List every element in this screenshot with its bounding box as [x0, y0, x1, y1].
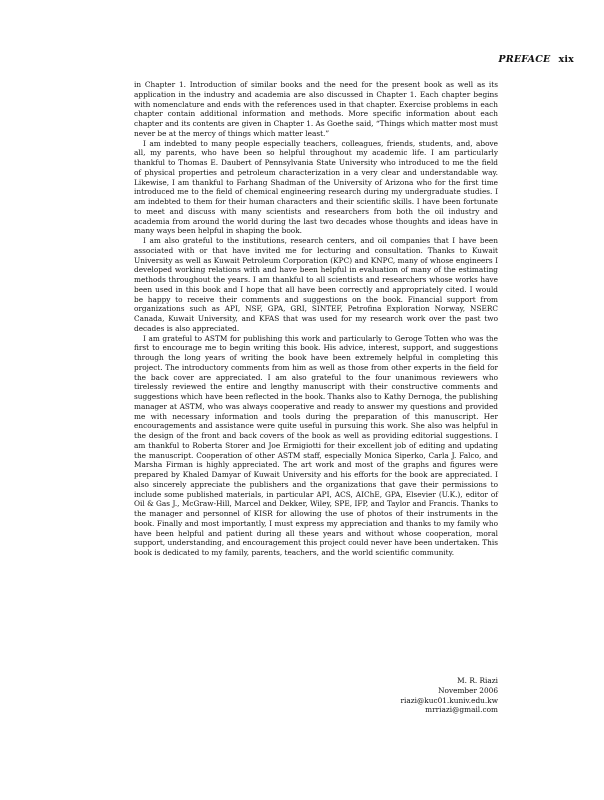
author-name: M. R. Riazi: [457, 676, 498, 685]
author-email-secondary: mrriazi@gmail.com: [425, 705, 498, 715]
paragraph-people-thanks: I am indebted to many people especially teachers, colleagues, friends, students, and, above all, my parents, who have been so helpful throughout my academic life. I am particularly thankful to Thomas E. Daubert of Pennsylvania State University who introduced to me the field of physical properties and petroleum characterization in a very clear and understandable way. Likewise, I am thankful to Farhang Shadman of the University of Arizona who for the first time introduced me to the field of chemical engineering research during my undergraduate studies. I am indebted to them for their human characters and their scientific skills. I have been fortunate to meet and discuss with many scientists and researchers from both the oil industry and academia from around the world during the last two decades whose thoughts and ideas have in many ways been helpful in shaping the book.: [134, 138, 498, 236]
running-head: [498, 54, 574, 65]
signature-date: November 2006: [438, 685, 498, 695]
preface-body: [134, 80, 498, 558]
paragraph-chapter-overview: in Chapter 1. Introduction of similar books and the need for the present book as well as its application in the industry and academia are also discussed in Chapter 1. Each chapter begins with nomenclature and ends with the references used in that chapter. Exercise problems in each chapter contain additional information and methods. More specific information about each chapter and its contents are given in Chapter 1. As Goethe said, “Things which matter most must never be at the mercy of things which matter least.”: [134, 80, 498, 138]
author-email-primary: riazi@kuc01.kuniv.edu.kw: [400, 695, 498, 705]
section-title: PREFACE: [498, 54, 551, 65]
signature-block: [401, 676, 499, 715]
page-number: xix: [558, 54, 574, 65]
paragraph-institutions-thanks: I am also grateful to the institutions, research centers, and oil companies that I have been associated with or that have invited me for lecturing and consultation. Thanks to Kuwait University as well as Kuwait Petroleum Corporation (KPC) and KNPC, many of whose engineers I developed working relations with and have been helpful in evaluation of many of the estimating methods throughout the years. I am thankful to all scientists and researchers whose works have been used in this book and I hope that all have been correctly and appropriately cited. I would be happy to receive their comments and suggestions on the book. Financial support from organizations such as API, NSF, GPA, GRI, SINTEF, Petrofina Exploration Norway, NSERC Canada, Kuwait University, and KFAS that was used for my research work over the past two decades is also appreciated.: [134, 236, 498, 333]
paragraph-publisher-thanks: I am grateful to ASTM for publishing this work and particularly to Geroge Totten who was the first to encourage me to begin writing this book. His advice, interest, support, and suggestions through the long years of writing the book have been extremely helpful in completing this project. The introductory comments from him as well as those from other experts in the field for the back cover are appreciated. I am also grateful to the four unanimous reviewers who tirelessly reviewed the entire and lengthy manuscript with their constructive comments and suggestions which have been reflected in the book. Thanks also to Kathy Dernoga, the publishing manager at ASTM, who was always cooperative and ready to answer my questions and provided me with necessary information and tools during the preparation of this manuscript. Her encouragements and assistance were quite useful in pursuing this work. She also was helpful in the design of the front and back covers of the book as well as providing editorial suggestions. I am thankful to Roberta Storer and Joe Ermigiotti for their excellent job of editing and updating the manuscript. Cooperation of other ASTM staff, especially Monica Siperko, Carla J. Falco, and Marsha Firman is highly appreciated. The art work and most of the graphs and figures were prepared by Khaled Damyar of Kuwait University and his efforts for the book are appreciated. I also sincerely appreciate the publishers and the organizations that gave their permissions to include some published materials, in particular API, ACS, AIChE, GPA, Elsevier (U.K.), editor of Oil & Gas J., McGraw-Hill, Marcel and Dekker, Wiley, SPE, IFP, and Taylor and Francis. Thanks to the manager and personnel of KISR for allowing the use of photos of their instruments in the book. Finally and most importantly, I must express my appreciation and thanks to my family who have been helpful and patient during all these years and without whose cooperation, moral support, understanding, and encouragement this project could never have been undertaken. This book is dedicated to my family, parents, teachers, and the world scientific community.: [134, 333, 498, 557]
